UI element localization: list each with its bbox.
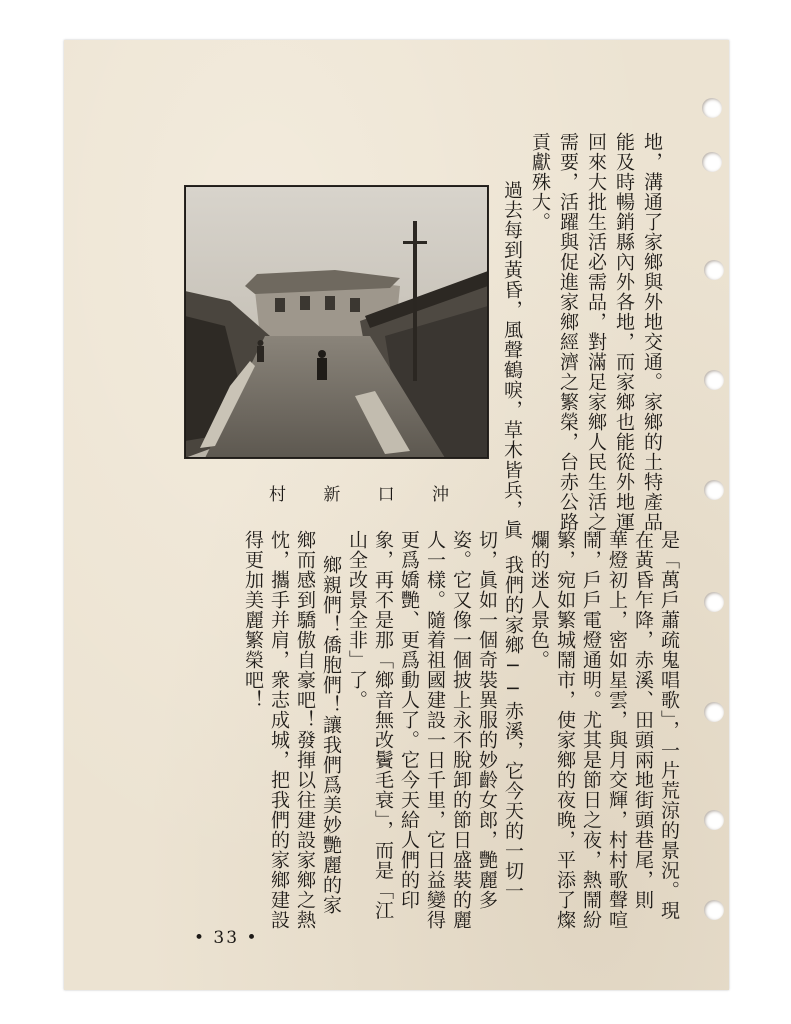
text-column: 切，眞如一個奇裝異服的妙齡女郎，艷麗多: [476, 530, 498, 910]
text-column: 貢獻殊大。: [529, 132, 551, 232]
page-number: • 33 •: [194, 928, 259, 948]
text-column: 鄉而感到驕傲自豪吧！發揮以往建設家鄉之熱: [294, 530, 316, 930]
text-column: 鄉親們！僑胞們！讓我們爲美妙艷麗的家: [320, 555, 342, 915]
caption-char: 村: [269, 484, 286, 505]
text-column: 繁，宛如繁城鬧市，使家鄉的夜晚，平添了燦: [554, 530, 576, 930]
text-column: 人一樣。隨着祖國建設一日千里，它日益變得: [424, 530, 446, 930]
binding-hole: [704, 702, 724, 722]
binding-hole: [704, 810, 724, 830]
text-column: 忱，攜手并肩，衆志成城，把我們的家鄉建設: [268, 530, 290, 930]
text-column: 姿。它又像一個披上永不脫卸的節日盛裝的麗: [450, 530, 472, 930]
binding-hole: [704, 900, 724, 920]
text-column: 在黃昏乍降，赤溪、田頭兩地街頭巷尾，則: [632, 530, 654, 910]
text-column: 地，溝通了家鄉與外地交通。家鄉的土特產品: [641, 132, 663, 532]
text-column: 山全改景全非」了。: [346, 530, 368, 710]
binding-hole: [704, 480, 724, 500]
photo-image: [185, 186, 488, 458]
caption-char: 新: [323, 484, 341, 505]
binding-hole: [704, 260, 724, 280]
binding-hole: [702, 152, 722, 172]
text-column: 能及時暢銷縣內外各地，而家鄉也能從外地運: [613, 132, 635, 532]
text-column: 更爲嬌艷、更爲動人了。它今天給人們的印: [398, 530, 420, 910]
text-column: 需要，活躍與促進家鄉經濟之繁榮，台赤公路: [557, 132, 579, 532]
binding-hole: [704, 592, 724, 612]
village-street-photo: [184, 185, 489, 459]
text-column: 爛的迷人景色。: [528, 530, 550, 670]
text-column: 得更加美麗繁榮吧！: [242, 530, 264, 710]
text-column: 鬧，戶戶電燈通明。尤其是節日之夜，熱鬧紛: [580, 530, 602, 930]
caption-char: 口: [377, 484, 395, 505]
photo-caption: [269, 480, 449, 504]
text-column: 回來大批生活必需品，對滿足家鄉人民生活之: [585, 132, 607, 532]
binding-hole: [702, 98, 722, 118]
text-column: 象，再不是那「鄉音無改鬢毛衰」，而是「江: [372, 530, 394, 921]
text-column: 我們的家鄉──赤溪，它今天的一切一: [502, 555, 524, 901]
text-column: 華燈初上，密如星雲，與月交輝，村村歌聲喧: [606, 530, 628, 930]
caption-char: 沖: [431, 484, 449, 505]
binding-hole: [704, 370, 724, 390]
text-column: 是「萬戶蕭疏鬼唱歌」，一片荒涼的景況。現: [658, 530, 680, 921]
book-page: [64, 40, 729, 990]
text-column: 過去每到黃昏，風聲鶴唳，草木皆兵，眞: [501, 180, 523, 540]
